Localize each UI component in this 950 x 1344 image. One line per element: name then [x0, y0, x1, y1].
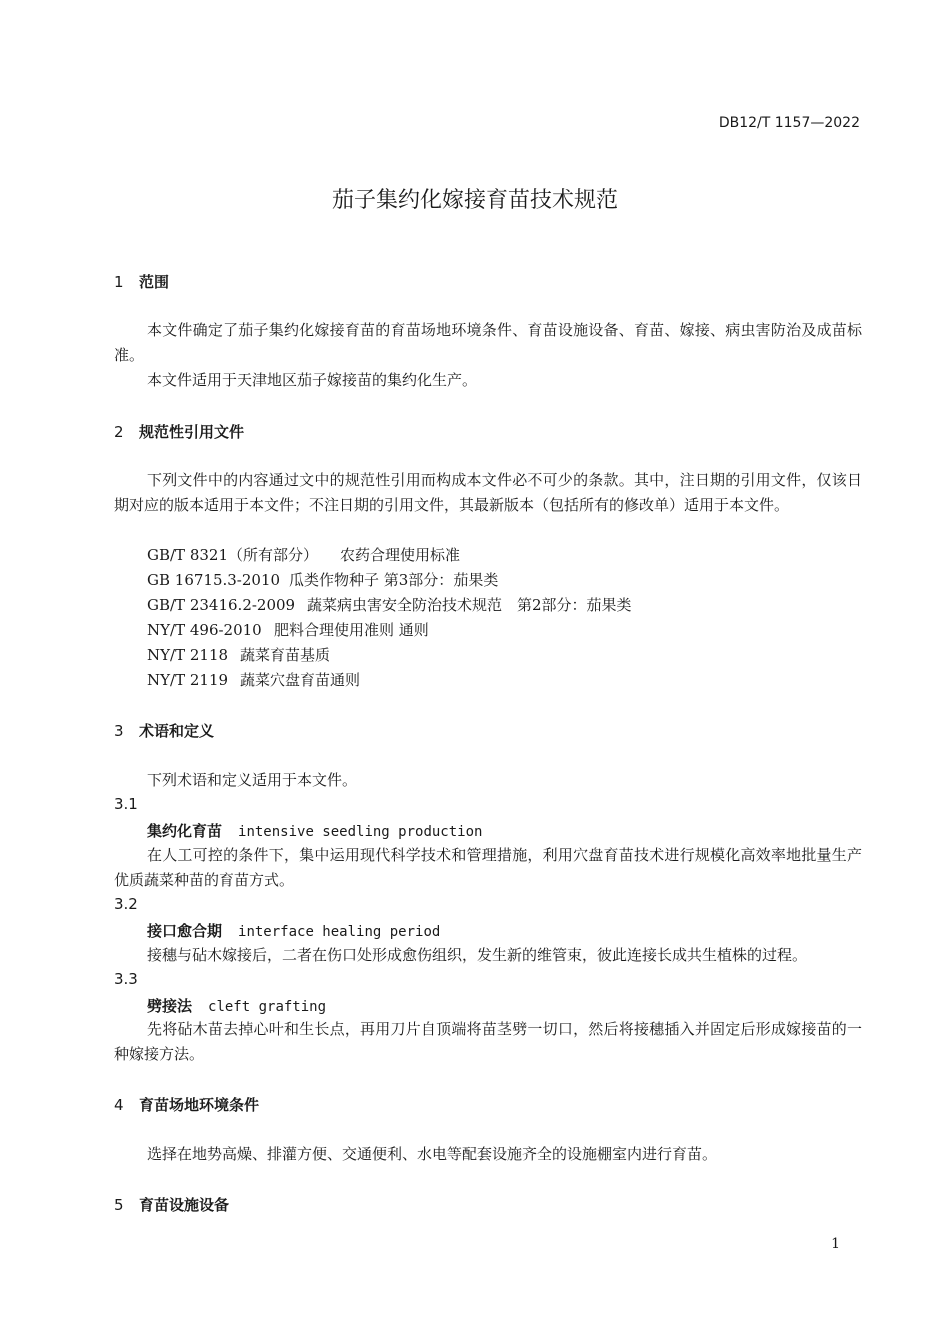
reference-item	[147, 643, 330, 668]
term-heading	[147, 995, 326, 1016]
term-en: intensive seedling production	[238, 824, 483, 840]
reference-name: 蔬菜病虫害安全防治技术规范 第2部分：茄果类	[307, 596, 632, 614]
term-heading	[147, 920, 440, 941]
section-number: 2	[114, 423, 124, 441]
reference-item	[147, 543, 460, 568]
section-heading-4	[114, 1094, 259, 1115]
section-number: 1	[114, 273, 124, 291]
paragraph: 下列文件中的内容通过文中的规范性引用而构成本文件必不可少的条款。其中，注日期的引用文件，仅该日期对应的版本适用于本文件；不注日期的引用文件，其最新版本（包括所有的修改单）适用于本文件。	[114, 471, 862, 514]
section-title: 规范性引用文件	[139, 423, 245, 441]
section-heading-2	[114, 421, 244, 442]
section-heading-3	[114, 720, 214, 741]
document-title: 茄子集约化嫁接育苗技术规范	[331, 188, 618, 213]
section-title: 育苗场地环境条件	[139, 1096, 260, 1114]
page-number: 1	[831, 1236, 840, 1252]
section-number: 5	[114, 1196, 124, 1214]
section-heading-1	[114, 271, 169, 292]
term-number: 3.3	[114, 970, 138, 988]
document-number: DB12/T 1157—2022	[718, 115, 860, 131]
term-definition: 先将砧木苗去掉心叶和生长点，再用刀片自顶端将苗茎劈一切口，然后将接穗插入并固定后形成嫁接苗的一种嫁接方法。	[114, 1020, 862, 1063]
reference-code: NY/T 2119	[147, 671, 229, 689]
paragraph: 下列术语和定义适用于本文件。	[147, 771, 358, 789]
term-definition: 在人工可控的条件下，集中运用现代科学技术和管理措施，利用穴盘育苗技术进行规模化高效率地批量生产优质蔬菜种苗的育苗方式。	[114, 846, 862, 889]
reference-code: GB/T 23416.2-2009	[147, 596, 296, 614]
term-en: cleft grafting	[208, 999, 327, 1015]
reference-item	[147, 568, 498, 593]
reference-code: GB 16715.3-2010	[147, 571, 281, 589]
term-number: 3.2	[114, 895, 138, 913]
paragraph: 本文件适用于天津地区茄子嫁接苗的集约化生产。	[147, 371, 478, 389]
reference-item	[147, 618, 429, 643]
section-title: 术语和定义	[139, 722, 215, 740]
term-zh: 劈接法	[147, 997, 193, 1015]
term-definition: 接穗与砧木嫁接后，二者在伤口处形成愈伤组织，发生新的维管束，彼此连接长成共生植株的过程。	[147, 946, 808, 964]
reference-code: NY/T 496-2010	[147, 621, 262, 639]
reference-name: 蔬菜穴盘育苗通则	[240, 671, 361, 689]
term-number: 3.1	[114, 795, 138, 813]
section-heading-5	[114, 1194, 229, 1215]
term-en: interface healing period	[238, 924, 441, 940]
reference-name: 肥料合理使用准则 通则	[274, 621, 429, 639]
reference-item	[147, 668, 360, 693]
section-title: 育苗设施设备	[139, 1196, 230, 1214]
section-number: 3	[114, 722, 124, 740]
paragraph: 选择在地势高燥、排灌方便、交通便利、水电等配套设施齐全的设施棚室内进行育苗。	[147, 1145, 718, 1163]
term-heading	[147, 820, 482, 841]
reference-code: GB/T 8321（所有部分）	[147, 546, 319, 564]
reference-name: 农药合理使用标准	[340, 546, 461, 564]
reference-name: 瓜类作物种子 第3部分：茄果类	[289, 571, 499, 589]
reference-name: 蔬菜育苗基质	[240, 646, 331, 664]
term-zh: 集约化育苗	[147, 822, 223, 840]
reference-code: NY/T 2118	[147, 646, 229, 664]
paragraph: 本文件确定了茄子集约化嫁接育苗的育苗场地环境条件、育苗设施设备、育苗、嫁接、病虫害防治及成苗标准。	[114, 321, 862, 364]
reference-item	[147, 593, 632, 618]
section-title: 范围	[139, 273, 170, 291]
section-number: 4	[114, 1096, 124, 1114]
term-zh: 接口愈合期	[147, 922, 223, 940]
